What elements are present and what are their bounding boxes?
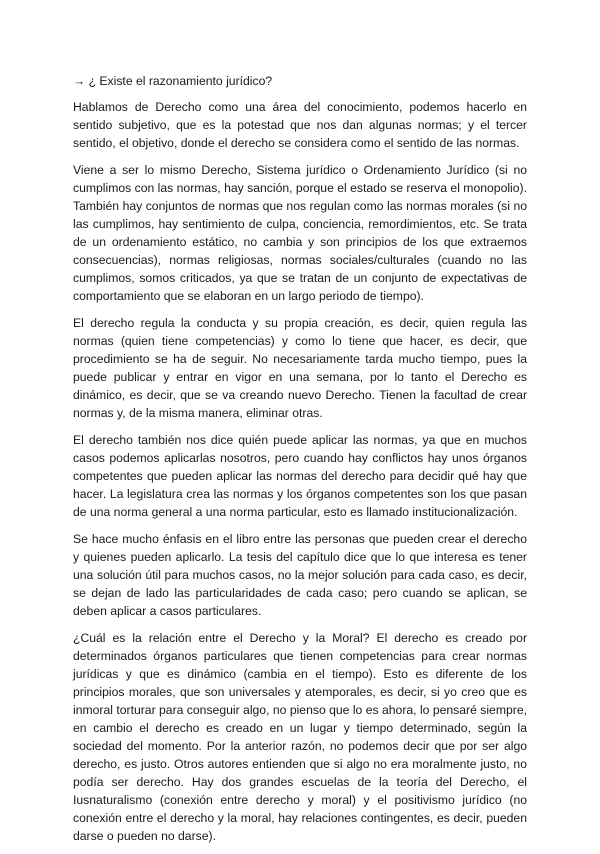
paragraph-regula-conducta: El derecho regula la conducta y su propia creación, es decir, quien regula las normas (quien tiene competencias) y como lo tiene que hacer, es decir, que procedimiento se ha de seguir. No necesariamente tarda mucho tiempo, pues la puede publicar y entrar en vigor en una semana, por lo tanto el Derecho es dinámico, es decir, que se va creando nuevo Derecho. Tienen la facultad de crear normas y, de la misma manera, eliminar otras. (73, 316, 527, 420)
paragraph-derecho-moral: ¿Cuál es la relación entre el Derecho y la Moral? El derecho es creado por determinados órganos particulares que tienen competencias para crear normas jurídicas y que es dinámico (cambia en el tiempo). Esto es diferente de los principios morales, que son universales y atemporales, es decir, si yo creo que es inmoral torturar para conseguir algo, no pienso que lo es ahora, lo pensaré siempre, en cambio el derecho es creado en un lugar y tiempo determinado, según la sociedad del momento. Por la anterior razón, no podemos decir que por ser algo derecho, es justo. Otros autores entienden que si algo no era moralmente justo, no podía ser derecho. Hay dos grandes escuelas de la teoría del Derecho, el Iusnaturalismo (conexión entre derecho y moral) y el positivismo jurídico (no conexión entre el derecho y la moral, hay relaciones contingentes, es decir, pueden darse o pueden no darse). (73, 631, 527, 843)
section-heading: → ¿ Existe el razonamiento jurídico? (73, 74, 273, 88)
paragraph-crear-aplicar: Se hace mucho énfasis en el libro entre las personas que pueden crear el derecho y quienes pueden aplicarlo. La tesis del capítulo dice que lo que interesa es tener una solución útil para muchos casos, no la mejor solución para cada caso, es decir, se dejan de lado las particularidades de cada caso; pero cuando se aplican, se deben aplicar a casos particulares. (73, 532, 527, 618)
paragraph-derecho-sentidos: Hablamos de Derecho como una área del conocimiento, podemos hacerlo en sentido subjetivo, que es la potestad que nos dan algunas normas; y el tercer sentido, el objetivo, donde el derecho se considera como el sentido de las normas. (73, 100, 527, 150)
paragraph-aplicar-normas: El derecho también nos dice quién puede aplicar las normas, ya que en muchos casos podemos aplicarlas nosotros, pero cuando hay conflictos hay unos órganos competentes que pueden aplicar las normas del derecho para decidir qué hay que hacer. La legislatura crea las normas y los órganos competentes son los que pasan de una norma general a una norma particular, esto es llamado institucionalización. (73, 433, 527, 519)
document-page (73, 72, 527, 854)
paragraph-ordenamiento-juridico: Viene a ser lo mismo Derecho, Sistema jurídico o Ordenamiento Jurídico (si no cumplimos con las normas, hay sanción, porque el estado se reserva el monopolio). También hay conjuntos de normas que nos regulan como las normas morales (si no las cumplimos, hay sentimiento de culpa, conciencia, remordimientos, etc. Se trata de un ordenamiento estático, no cambia y son principios de los que extraemos consecuencias), normas religiosas, normas sociales/culturales (cuando no las cumplimos, somos criticados, ya que se tratan de un conjunto de expectativas de comportamiento que se elaboran en un largo periodo de tiempo). (73, 163, 527, 303)
